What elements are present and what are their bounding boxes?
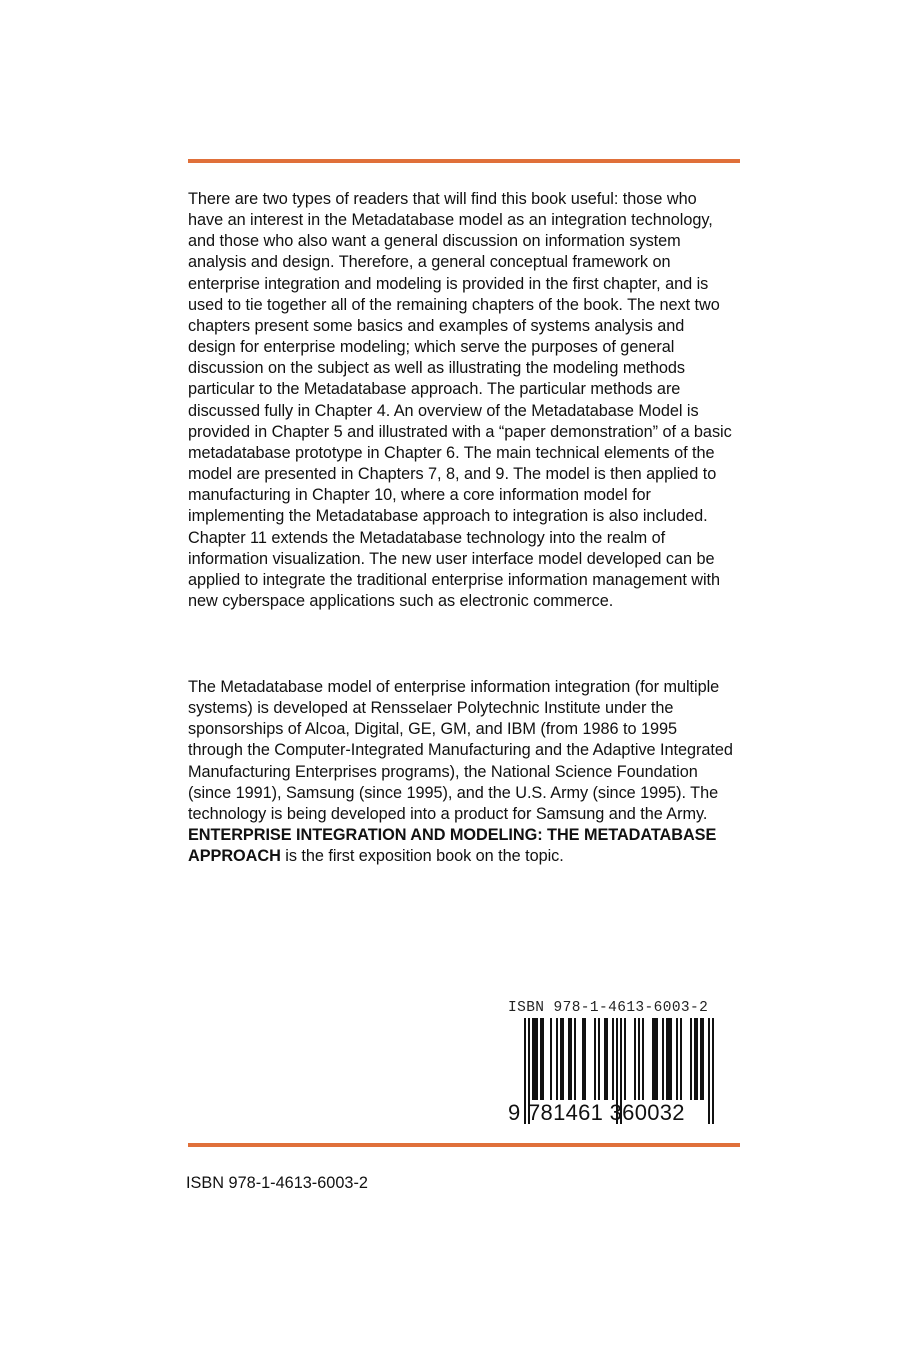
- barcode-bar: [638, 1018, 640, 1100]
- barcode-bar: [562, 1018, 564, 1100]
- blurb-paragraph-1: There are two types of readers that will find this book useful: those who have an interest in the Metadatabase model as an integration technology, and those who also want a general discussion on information system analysis and design. Therefore, a general conceptual framework on enterprise integration and modeling is provided in the first chapter, and is used to tie together all of the remaining chapters of the book. The next two chapters present some basics and examples of systems analysis and design for enterprise modeling; which serve the purposes of general discussion on the subject as well as illustrating the modeling methods particular to the Metadatabase approach. The particular methods are discussed fully in Chapter 4. An overview of the Metadatabase Model is provided in Chapter 5 and illustrated with a “paper demonstration” of a basic metadatabase prototype in Chapter 6. The main technical elements of the model are presented in Chapters 7, 8, and 9. The model is then applied to manufacturing in Chapter 10, where a core information model for implementing the Metadatabase approach to integration is also included. Chapter 11 extends the Metadatabase technology into the realm of information visualization. The new user interface model developed can be applied to integrate the traditional enterprise information management with new cyberspace applications such as electronic commerce.: [188, 190, 732, 610]
- barcode-bar: [700, 1018, 702, 1100]
- barcode-bar: [524, 1018, 526, 1124]
- barcode-bar: [694, 1018, 696, 1100]
- barcode-bar: [702, 1018, 704, 1100]
- barcode-bar: [574, 1018, 576, 1100]
- barcode-isbn-label: ISBN 978-1-4613-6003-2: [508, 1000, 709, 1016]
- barcode-bar: [606, 1018, 608, 1100]
- barcode-bar: [556, 1018, 558, 1100]
- blurb-paragraph-2-text: The Metadatabase model of enterprise information integration (for multiple systems) is developed at Rensselaer Polytechnic Institute under the sponsorships of Alcoa, Digital, GE, GM, and IBM (from 1986 to 1995 through the Computer-Integrated Manufacturing and the Adaptive Integrated Manufacturing Enterprises programs), the National Science Foundation (since 1991), Samsung (since 1995), and the U.S. Army (since 1995). The technology is being developed into a product for Samsung and the Army.: [188, 678, 733, 823]
- book-title-bold: ENTERPRISE INTEGRATION AND MODELING: THE METADATABASE APPROACH: [188, 826, 717, 866]
- barcode-bar: [584, 1018, 586, 1100]
- barcode-bar: [624, 1018, 626, 1100]
- barcode-bar: [690, 1018, 692, 1100]
- bottom-accent-rule: [188, 1143, 740, 1147]
- barcode-bar: [534, 1018, 536, 1100]
- barcode-bar: [642, 1018, 644, 1100]
- barcode-bar: [654, 1018, 656, 1100]
- barcode-bar: [570, 1018, 572, 1100]
- barcode-bar: [612, 1018, 614, 1100]
- barcode-bar: [598, 1018, 600, 1100]
- blurb-paragraph-2: [188, 677, 736, 867]
- barcode-bar: [676, 1018, 678, 1100]
- barcode-bar: [542, 1018, 544, 1100]
- barcode-bar: [604, 1018, 606, 1100]
- barcode-bar: [712, 1018, 714, 1124]
- barcode-bar: [670, 1018, 672, 1100]
- barcode-bar: [662, 1018, 664, 1100]
- barcode-bar: [560, 1018, 562, 1100]
- barcode-bar: [652, 1018, 654, 1100]
- barcode-bar: [634, 1018, 636, 1100]
- barcode-bar: [568, 1018, 570, 1100]
- barcode-bar: [582, 1018, 584, 1100]
- barcode-bar: [666, 1018, 668, 1100]
- top-accent-rule: [188, 159, 740, 163]
- barcode-bar: [668, 1018, 670, 1100]
- barcode-bar: [550, 1018, 552, 1100]
- barcode-bar: [536, 1018, 538, 1100]
- barcode-lead-digit: 9: [508, 1100, 521, 1125]
- barcode-bar: [680, 1018, 682, 1100]
- blurb-paragraph-2-tail: is the first exposition book on the topic.: [285, 847, 564, 866]
- barcode: [508, 1000, 730, 1128]
- isbn-footer: ISBN 978-1-4613-6003-2: [186, 1174, 368, 1192]
- barcode-bar: [708, 1018, 710, 1124]
- barcode-bar: [540, 1018, 542, 1100]
- barcode-bar: [594, 1018, 596, 1100]
- barcode-bar: [532, 1018, 534, 1100]
- barcode-bar: [656, 1018, 658, 1100]
- barcode-bar: [696, 1018, 698, 1100]
- barcode-digits: 781461 360032: [528, 1100, 685, 1125]
